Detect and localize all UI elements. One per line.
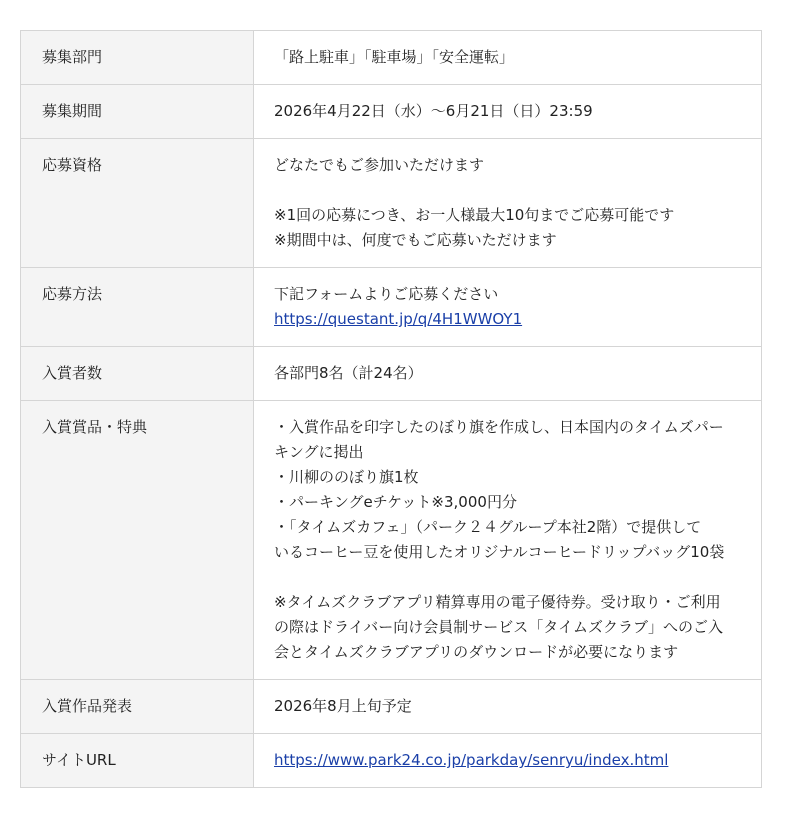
row-label: 入賞者数	[21, 347, 254, 401]
prize-line: ・入賞作品を印字したのぼり旗を作成し、日本国内のタイムズパー	[274, 418, 724, 436]
table-row	[21, 734, 762, 788]
prize-note: ※タイムズクラブアプリ精算専用の電子優待券。受け取り・ご利用	[274, 593, 721, 611]
table-row	[21, 401, 762, 680]
table-row	[21, 85, 762, 139]
row-label: 入賞賞品・特典	[21, 401, 254, 680]
spacer	[274, 178, 741, 203]
row-label: 募集期間	[21, 85, 254, 139]
row-label: 応募資格	[21, 139, 254, 268]
announcement-value: 2026年8月上旬予定	[254, 680, 762, 734]
site-url-link[interactable]: https://www.park24.co.jp/parkday/senryu/index.html	[274, 751, 669, 769]
spacer	[274, 565, 741, 590]
table-row	[21, 31, 762, 85]
prizes-value	[254, 401, 762, 680]
prize-line: キングに掲出	[274, 443, 364, 461]
winners-value: 各部門8名（計24名）	[254, 347, 762, 401]
prize-line: いるコーヒー豆を使用したオリジナルコーヒードリップバッグ10袋	[274, 543, 725, 561]
method-text: 下記フォームよりご応募ください	[274, 285, 499, 303]
table-row	[21, 680, 762, 734]
prize-line: ・パーキングeチケット※3,000円分	[274, 493, 517, 511]
table-row	[21, 139, 762, 268]
site-url-value	[254, 734, 762, 788]
prize-note: の際はドライバー向け会員制サービス「タイムズクラブ」へのご入	[274, 618, 723, 636]
contest-info-table	[20, 30, 762, 788]
period-value: 2026年4月22日（水）〜6月21日（日）23:59	[254, 85, 762, 139]
application-form-link[interactable]: https://questant.jp/q/4H1WWOY1	[274, 310, 523, 328]
row-label: 募集部門	[21, 31, 254, 85]
eligibility-note: ※1回の応募につき、お一人様最大10句までご応募可能です	[274, 206, 675, 224]
table-row	[21, 268, 762, 347]
category-value: 「路上駐車」「駐車場」「安全運転」	[254, 31, 762, 85]
eligibility-value	[254, 139, 762, 268]
prize-line: ・川柳ののぼり旗1枚	[274, 468, 419, 486]
table-row	[21, 347, 762, 401]
prize-line: ・「タイムズカフェ」（パーク２４グループ本社2階）で提供して	[274, 518, 702, 536]
row-label: サイトURL	[21, 734, 254, 788]
method-value	[254, 268, 762, 347]
prize-note: 会とタイムズクラブアプリのダウンロードが必要になります	[274, 643, 679, 661]
eligibility-note: ※期間中は、何度でもご応募いただけます	[274, 231, 557, 249]
eligibility-line: どなたでもご参加いただけます	[274, 156, 485, 174]
row-label: 応募方法	[21, 268, 254, 347]
row-label: 入賞作品発表	[21, 680, 254, 734]
